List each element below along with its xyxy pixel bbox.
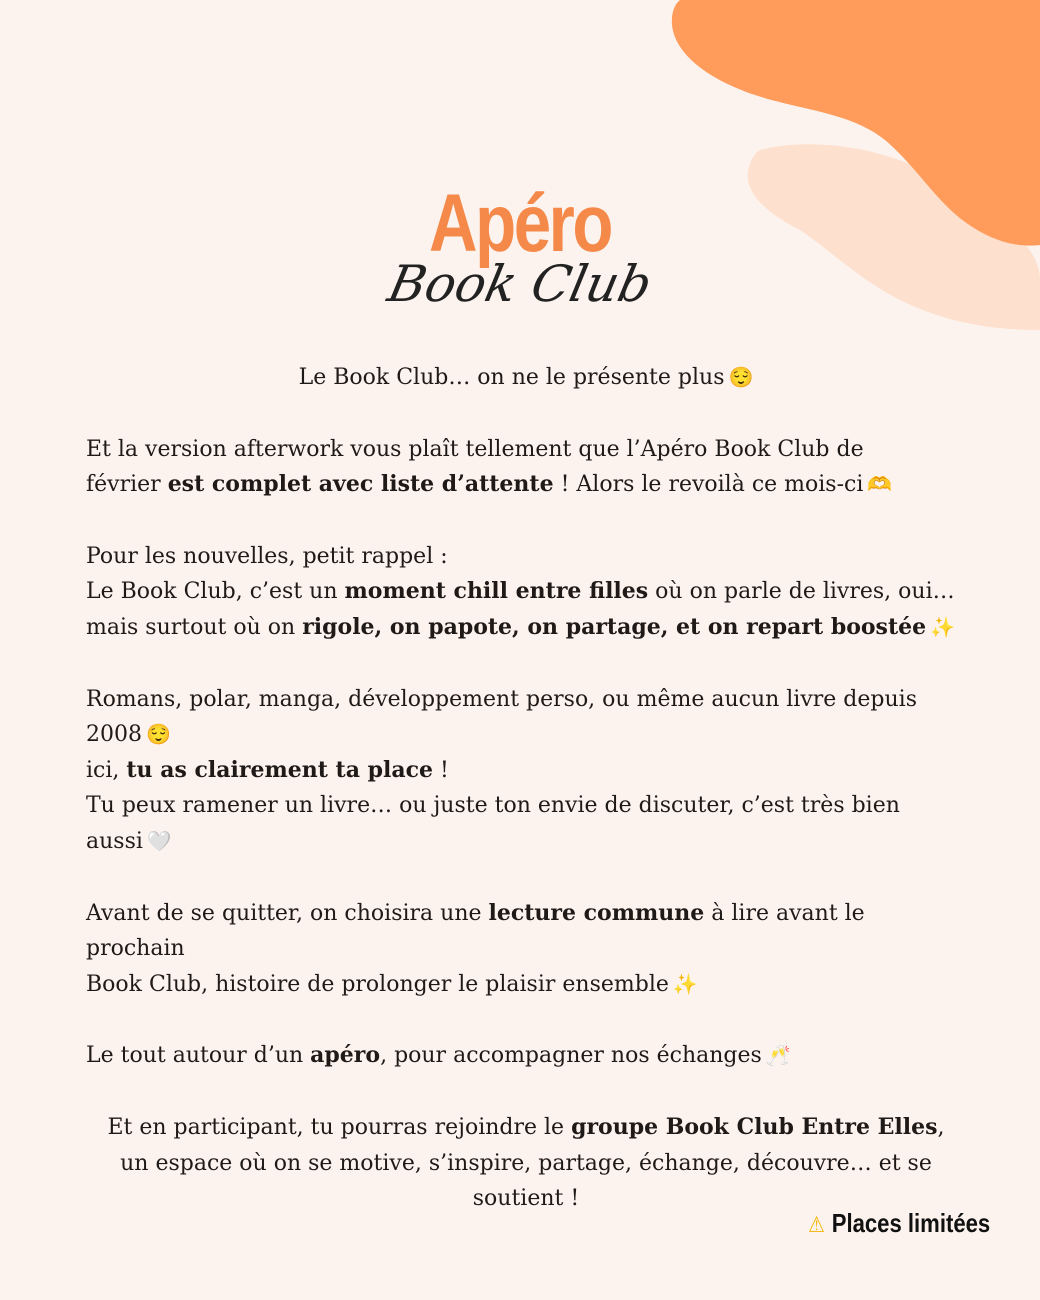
relieved-face-icon: 😌 — [728, 365, 754, 389]
sparkles-icon: ✨ — [672, 971, 698, 996]
logo-title: Apéro — [429, 178, 611, 269]
p4-line2 — [86, 967, 966, 1003]
p1-bold: est complet avec liste d’attente — [167, 471, 554, 498]
p3-line3-pre: ici, — [86, 757, 127, 783]
p3-year: 2008 — [86, 722, 142, 748]
main-content — [86, 360, 966, 1253]
p3-line3 — [86, 753, 966, 789]
p3-line2 — [86, 717, 966, 753]
p2-line3 — [86, 610, 966, 646]
p5-pre: Le tout autour d’un — [86, 1043, 311, 1069]
heart-hands-icon: 🫶 — [867, 472, 893, 497]
relieved-face-icon: 😌 — [146, 722, 171, 747]
p6-line2: un espace où on se motive, s’inspire, partage, échange, découvre… et se — [120, 1150, 932, 1176]
paragraph-afterwork — [86, 432, 966, 503]
p6-line1 — [86, 1110, 966, 1146]
p4-line1-pre: Avant de se quitter, on choisira une — [86, 900, 489, 926]
limited-places-notice — [808, 1208, 990, 1239]
p3-line5-text: aussi — [86, 828, 143, 854]
p1-line2 — [86, 467, 966, 503]
paragraph-reminder — [86, 539, 966, 646]
p1-line2-post: ! Alors le revoilà ce mois-ci — [553, 472, 864, 498]
p6-line1-pre: Et en participant, tu pourras rejoindre le — [107, 1114, 572, 1140]
paragraph-apero — [86, 1038, 966, 1074]
warning-icon: ⚠ — [807, 1212, 825, 1237]
p2-line2 — [86, 574, 966, 610]
sparkles-icon: ✨ — [930, 614, 955, 639]
p6-line1-post: , — [937, 1114, 945, 1140]
p2-line1: Pour les nouvelles, petit rappel : — [86, 543, 448, 569]
logo-subtitle: Book Club — [383, 255, 657, 313]
p4-line2-text: Book Club, histoire de prolonger le plaisir ensemble — [86, 971, 669, 997]
intro-paragraph — [86, 360, 966, 396]
paragraph-group — [86, 1110, 966, 1217]
logo — [0, 176, 1040, 326]
paragraph-genres — [86, 682, 966, 860]
p1-line1: Et la version afterwork vous plaît tellement que l’Apéro Book Club de — [86, 436, 864, 462]
p1-line2-pre: février — [86, 472, 168, 498]
p6-line3: soutient ! — [472, 1186, 580, 1212]
p6-group-name: groupe Book Club Entre Elles — [571, 1113, 938, 1140]
p2-line2-pre: Le Book Club, c’est un — [86, 579, 345, 605]
p4-line1-post: à lire avant le prochain — [86, 900, 865, 962]
intro-text: Le Book Club… on ne le présente plus — [298, 365, 725, 390]
p3-line1: Romans, polar, manga, développement perso, ou même aucun livre depuis — [86, 686, 917, 712]
p2-line3-bold: rigole, on papote, on partage, et on repart boostée — [302, 613, 927, 640]
p3-line3-post: ! — [433, 757, 449, 783]
white-heart-icon: 🤍 — [146, 828, 172, 853]
paragraph-reading — [86, 896, 966, 1003]
clinking-glasses-icon: 🥂 — [765, 1043, 791, 1068]
p3-line3-bold: tu as clairement ta place — [126, 756, 434, 783]
p2-line2-bold: moment chill entre filles — [344, 578, 649, 605]
p5-post: , pour accompagner nos échanges — [380, 1043, 762, 1069]
p5-bold: apéro — [310, 1042, 381, 1069]
limited-places-label: Places limitées — [831, 1208, 990, 1238]
p2-line2-post: où on parle de livres, oui… — [648, 579, 955, 605]
p4-line1-bold: lecture commune — [488, 899, 705, 926]
p3-line5 — [86, 824, 966, 860]
p4-line1 — [86, 896, 966, 967]
p2-line3-pre: mais surtout où on — [86, 614, 303, 640]
p3-line4: Tu peux ramener un livre… ou juste ton envie de discuter, c’est très bien — [86, 793, 900, 819]
